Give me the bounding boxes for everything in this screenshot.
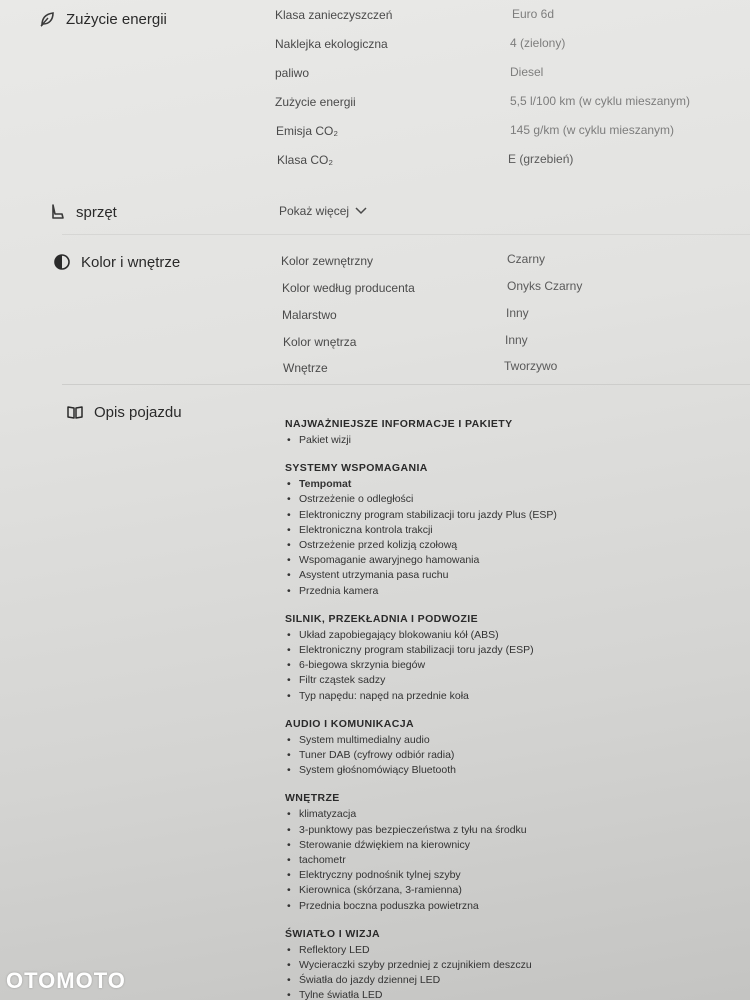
energy-value-1: 4 (zielony): [510, 36, 566, 50]
group-title: AUDIO I KOMUNIKACJA: [285, 717, 414, 730]
feature-list: [285, 477, 725, 599]
section-header-equipment: [48, 203, 117, 221]
description-group: [285, 792, 725, 913]
list-item: • Ostrzeżenie o odległości: [285, 492, 725, 507]
energy-label-3: Zużycie energii: [275, 95, 356, 109]
list-item: • Światła do jazdy dziennej LED: [285, 973, 725, 988]
section-title-color: Kolor i wnętrze: [81, 253, 181, 271]
color-label-4: Wnętrze: [283, 361, 328, 375]
section-title-description: Opis pojazdu: [94, 403, 182, 421]
color-value-0: Czarny: [507, 252, 546, 266]
group-title: NAJWAŻNIEJSZE INFORMACJE I PAKIETY: [285, 418, 513, 430]
description-group: [285, 613, 725, 704]
list-item: • Kierownica (skórzana, 3-ramienna): [285, 883, 725, 898]
color-label-2: Malarstwo: [282, 308, 337, 322]
energy-label-1: Naklejka ekologiczna: [275, 37, 388, 51]
list-item: • Ostrzeżenie przed kolizją czołową: [285, 538, 725, 553]
list-item: • Układ zapobiegający blokowaniu kół (ABS): [285, 628, 725, 643]
section-title-energy: Zużycie energii: [66, 10, 167, 28]
feature-list: [285, 628, 725, 704]
color-value-4: Tworzywo: [504, 359, 558, 373]
list-item: • Tuner DAB (cyfrowy odbiór radia): [285, 748, 725, 763]
color-value-2: Inny: [506, 306, 529, 320]
energy-value-0: Euro 6d: [512, 7, 555, 21]
energy-value-5: E (grzebień): [508, 152, 574, 166]
list-item: • Wycieraczki szyby przedniej z czujnikiem deszczu: [285, 958, 725, 973]
feature-list: [285, 733, 725, 779]
list-item: • Przednia kamera: [285, 584, 725, 599]
description-group: [285, 928, 725, 1000]
energy-value-4: 145 g/km (w cyklu mieszanym): [510, 123, 675, 137]
list-item: • System głośnomówiący Bluetooth: [285, 763, 725, 778]
color-label-3: Kolor wnętrza: [283, 335, 357, 349]
energy-label-4: Emisja CO₂: [276, 124, 338, 138]
list-item: • Elektroniczna kontrola trakcji: [285, 523, 725, 538]
half-circle-icon: [53, 253, 71, 271]
vehicle-description: [285, 418, 725, 1000]
feature-list: [285, 807, 725, 913]
feature-list: [285, 943, 725, 1000]
divider: [62, 234, 750, 235]
list-item: • klimatyzacja: [285, 807, 725, 822]
open-book-icon: [66, 403, 84, 421]
list-item: • Elektroniczny program stabilizacji toru jazdy Plus (ESP): [285, 508, 725, 523]
list-item: • System multimedialny audio: [285, 733, 725, 748]
energy-value-3: 5,5 l/100 km (w cyklu mieszanym): [510, 94, 691, 108]
color-label-1: Kolor według producenta: [282, 281, 415, 295]
color-label-0: Kolor zewnętrzny: [281, 254, 374, 268]
section-title-equipment: sprzęt: [76, 203, 117, 221]
energy-label-0: Klasa zanieczyszczeń: [275, 8, 393, 22]
divider: [62, 384, 750, 385]
list-item: • Pakiet wizji: [285, 433, 725, 448]
section-header-description: [66, 403, 182, 421]
description-group: [285, 462, 725, 599]
group-title: SYSTEMY WSPOMAGANIA: [285, 462, 428, 475]
list-item: • Tempomat: [285, 477, 725, 492]
color-value-3: Inny: [505, 333, 528, 347]
group-title: SILNIK, PRZEKŁADNIA I PODWOZIE: [285, 612, 479, 625]
chevron-down-icon: [355, 207, 367, 215]
description-group: [285, 418, 725, 448]
description-group: [285, 718, 725, 779]
list-item: • Sterowanie dźwiękiem na kierownicy: [285, 838, 725, 853]
list-item: • Asystent utrzymania pasa ruchu: [285, 568, 725, 583]
list-item: • 6-biegowa skrzynia biegów: [285, 658, 725, 673]
energy-value-2: Diesel: [510, 65, 544, 79]
list-item: • Elektryczny podnośnik tylnej szyby: [285, 868, 725, 883]
group-title: ŚWIATŁO I WIZJA: [285, 927, 381, 940]
list-item: • Tylne światła LED: [285, 988, 725, 1000]
energy-label-2: paliwo: [275, 66, 310, 80]
list-item: • Elektroniczny program stabilizacji toru jazdy (ESP): [285, 643, 725, 658]
list-item: • Filtr cząstek sadzy: [285, 673, 725, 688]
list-item: • tachometr: [285, 853, 725, 868]
list-item: • Typ napędu: napęd na przednie koła: [285, 689, 725, 704]
car-seat-icon: [48, 203, 66, 221]
color-value-1: Onyks Czarny: [507, 279, 583, 293]
list-item: • Reflektory LED: [285, 943, 725, 958]
list-item: • 3-punktowy pas bezpieczeństwa z tyłu na środku: [285, 823, 725, 838]
energy-label-5: Klasa CO₂: [277, 153, 334, 167]
list-item: • Wspomaganie awaryjnego hamowania: [285, 553, 725, 568]
section-header-energy: [38, 10, 167, 28]
list-item: • Przednia boczna poduszka powietrzna: [285, 899, 725, 914]
leaf-icon: [38, 10, 56, 28]
otomoto-watermark: OTOMOTO: [6, 968, 126, 993]
section-header-color: [53, 253, 180, 271]
show-more-label: Pokaż więcej: [279, 204, 350, 218]
show-more-button[interactable]: [279, 204, 367, 218]
feature-list: [285, 433, 725, 448]
group-title: WNĘTRZE: [285, 792, 340, 805]
